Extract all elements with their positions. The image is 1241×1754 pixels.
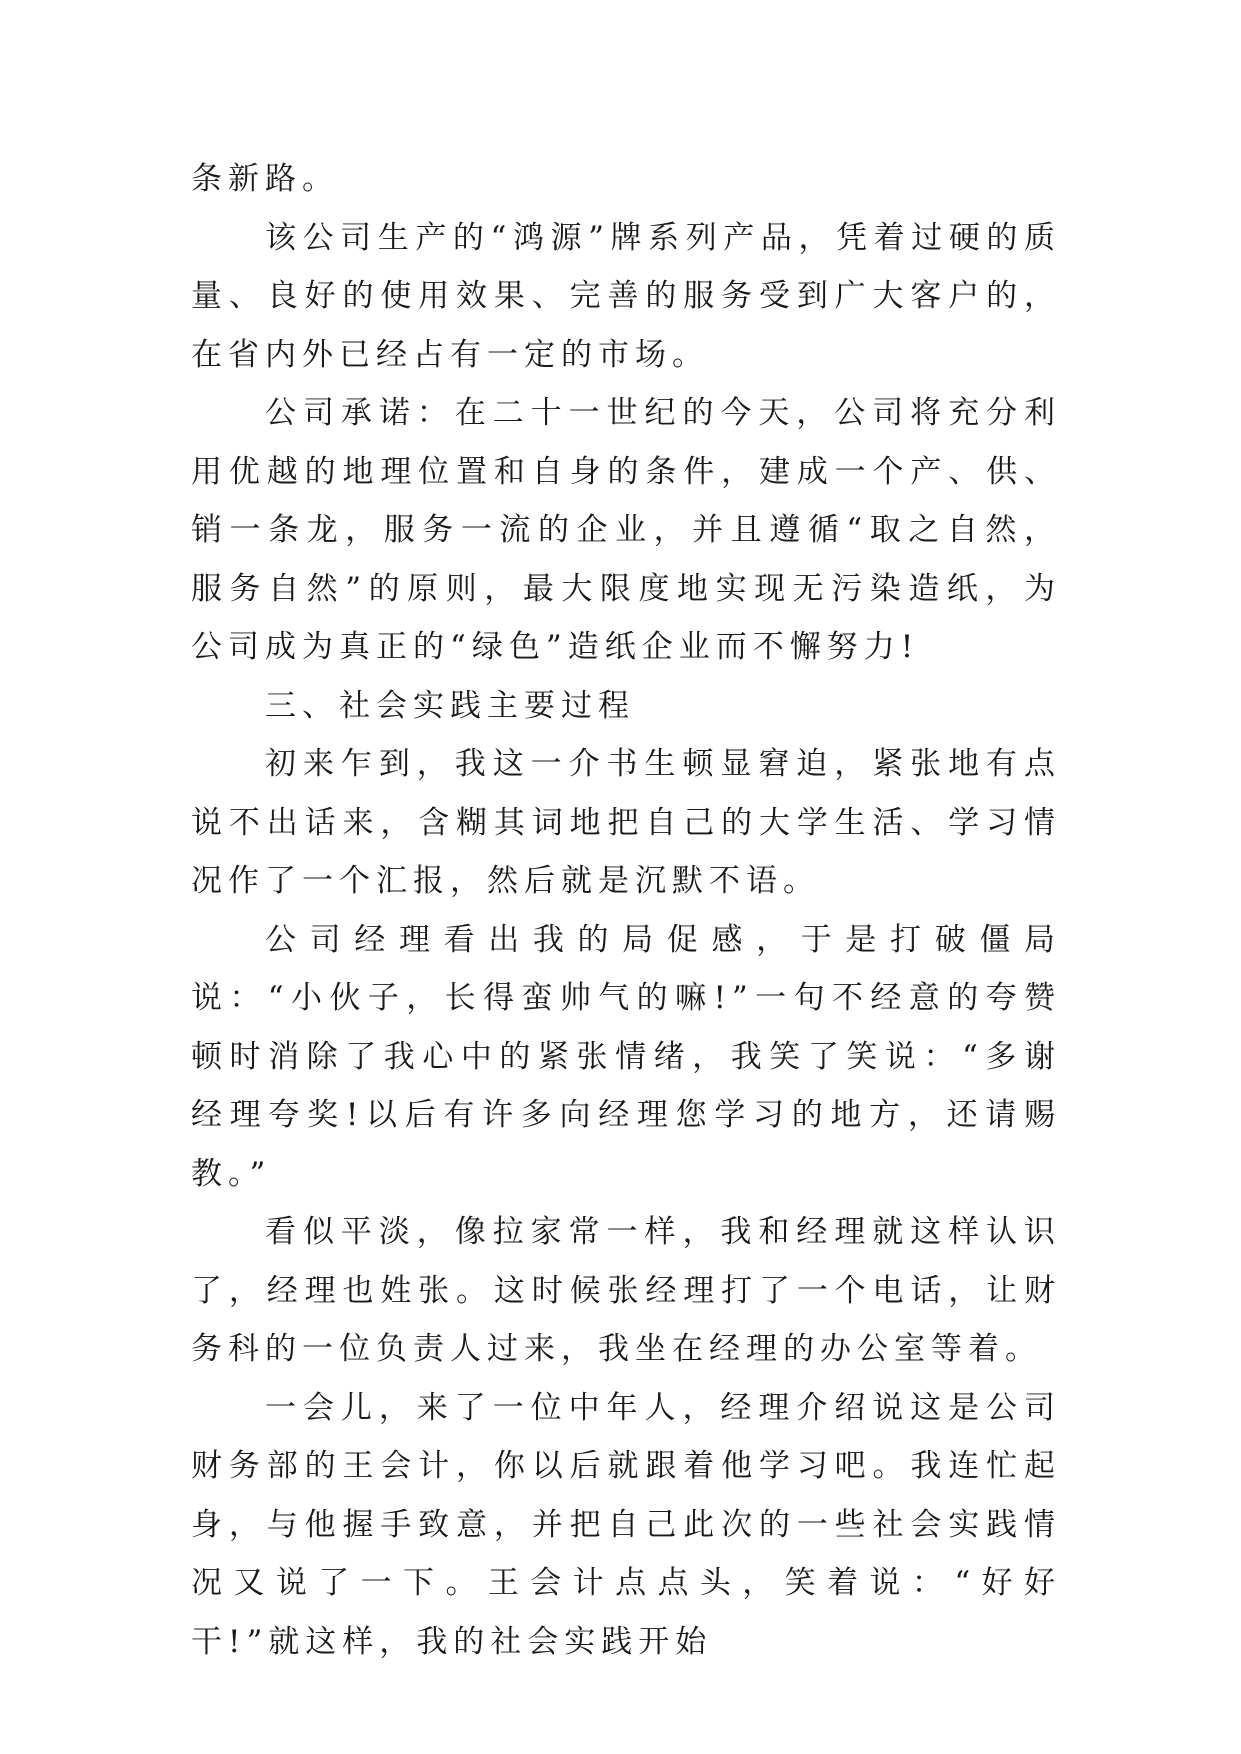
paragraph-continuation: 条新路。 xyxy=(191,161,339,197)
section-heading: 三、社会实践主要过程 xyxy=(265,687,635,724)
paragraph-accountant: 一会儿，来了一位中年人，经理介绍说这是公司财务部的王会计，你以后就跟着他学习吧。我连忙起身，与他握手致意，并把自己此次的一些社会实践情况又说了一下。王会计点点头，笑着说：“好好干!”就这样，我的社会实践开始 xyxy=(191,1389,1061,1660)
paragraph-introduction: 看似平淡，像拉家常一样，我和经理就这样认识了，经理也姓张。这时候张经理打了一个电话，让财务科的一位负责人过来，我坐在经理的办公室等着。 xyxy=(191,1214,1061,1367)
paragraph-manager-talk: 公司经理看出我的局促感，于是打破僵局说：“小伙子，长得蛮帅气的嘛!”一句不经意的夸赞顿时消除了我心中的紧张情绪，我笑了笑说：“多谢经理夸奖!以后有许多向经理您学习的地方，还请赐教。” xyxy=(191,921,1061,1192)
document-body xyxy=(191,150,1061,1671)
paragraph-company-commitment: 公司承诺：在二十一世纪的今天，公司将充分利用优越的地理位置和自身的条件，建成一个产、供、销一条龙，服务一流的企业，并且遵循“取之自然，服务自然”的原则，最大限度地实现无污染造纸，为公司成为真正的“绿色”造纸企业而不懈努力! xyxy=(191,395,1061,665)
paragraph-arrival: 初来乍到，我这一介书生顿显窘迫，紧张地有点说不出话来，含糊其词地把自己的大学生活、学习情况作了一个汇报，然后就是沉默不语。 xyxy=(191,746,1061,899)
paragraph-products: 该公司生产的“鸿源”牌系列产品，凭着过硬的质量、良好的使用效果、完善的服务受到广大客户的，在省内外已经占有一定的市场。 xyxy=(191,219,1061,373)
